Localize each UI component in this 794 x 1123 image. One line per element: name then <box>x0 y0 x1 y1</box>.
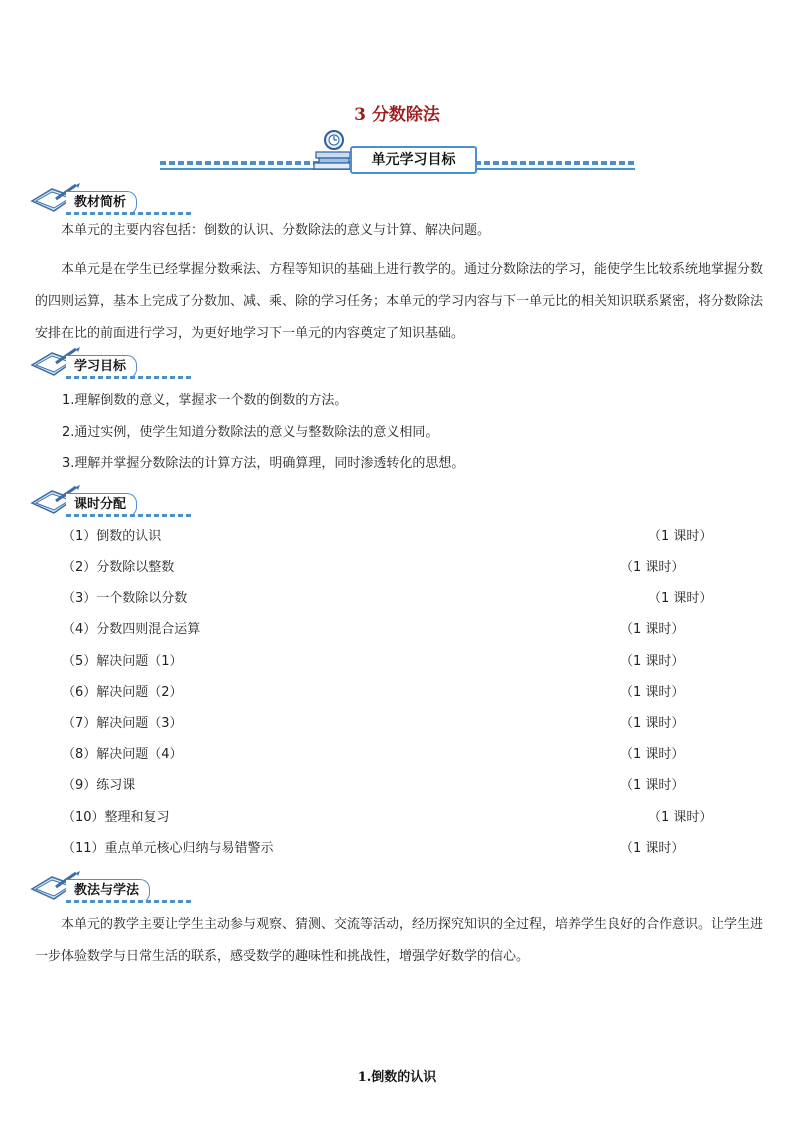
section-header-methods <box>30 871 200 903</box>
stack-of-books-with-clock-icon <box>310 128 354 172</box>
lesson-hours: （1 课时） <box>620 747 685 762</box>
next-lesson-heading: 1.倒数的认识 <box>357 1070 437 1085</box>
section-label: 学习目标 <box>66 355 137 379</box>
banner-label: 单元学习目标 <box>350 146 477 174</box>
section-label: 教法与学法 <box>66 879 150 903</box>
lesson-name: （3）一个数除以分数 <box>62 591 188 606</box>
section-header-analysis <box>30 183 200 215</box>
lesson-hours: （1 课时） <box>620 560 685 575</box>
objective-item: 3.理解并掌握分数除法的计算方法，明确算理，同时渗透转化的思想。 <box>62 456 465 471</box>
lesson-hours: （1 课时） <box>620 685 685 700</box>
lesson-hours: （1 课时） <box>648 810 713 825</box>
methods-paragraph: 本单元的教学主要让学生主动参与观察、猜测、交流等活动，经历探究知识的全过程，培养学生良好的合作意识。让学生进一步体验数学与日常生活的联系，感受数学的趣味性和挑战性，增强学好数学的信心。 <box>35 917 764 964</box>
lesson-name: （7）解决问题（3） <box>62 716 183 731</box>
lesson-name: （11）重点单元核心归纳与易错警示 <box>62 841 274 856</box>
section-underline <box>66 514 191 517</box>
lesson-name: （2）分数除以整数 <box>62 560 175 575</box>
lesson-hours: （1 课时） <box>620 716 685 731</box>
lesson-hours: （1 课时） <box>620 841 685 856</box>
lesson-name: （5）解决问题（1） <box>62 654 183 669</box>
lesson-name: （6）解决问题（2） <box>62 685 183 700</box>
lesson-hours: （1 课时） <box>620 778 685 793</box>
lesson-name: （1）倒数的认识 <box>62 529 162 544</box>
section-underline <box>66 212 191 215</box>
section-header-objectives <box>30 347 200 379</box>
lesson-hours: （1 课时） <box>620 622 685 637</box>
section-label: 课时分配 <box>66 493 137 517</box>
unit-objectives-banner <box>160 128 635 174</box>
section-label: 教材简析 <box>66 191 137 215</box>
analysis-paragraph-2: 本单元是在学生已经掌握分数乘法、方程等知识的基础上进行教学的。通过分数除法的学习，能使学生比较系统地掌握分数的四则运算，基本上完成了分数加、减、乘、除的学习任务；本单元的学习内容与下一单元比的相关知识联系紧密，将分数除法安排在比的前面进行学习，为更好地学习下一单元的内容奠定了知识基础。 <box>35 262 764 341</box>
objective-item: 2.通过实例，使学生知道分数除法的意义与整数除法的意义相同。 <box>62 425 439 440</box>
lesson-name: （4）分数四则混合运算 <box>62 622 201 637</box>
lesson-name: （8）解决问题（4） <box>62 747 183 762</box>
section-underline <box>66 900 191 903</box>
section-header-schedule <box>30 485 200 517</box>
objective-item: 1.理解倒数的意义，掌握求一个数的倒数的方法。 <box>62 393 348 408</box>
lesson-hours: （1 课时） <box>648 529 713 544</box>
lesson-hours: （1 课时） <box>648 591 713 606</box>
lesson-name: （9）练习课 <box>62 778 136 793</box>
analysis-paragraph-1: 本单元的主要内容包括：倒数的认识、分数除法的意义与计算、解决问题。 <box>61 223 491 238</box>
lesson-hours: （1 课时） <box>620 654 685 669</box>
section-underline <box>66 376 191 379</box>
page-title: 3 分数除法 <box>354 105 440 125</box>
lesson-name: （10）整理和复习 <box>62 810 170 825</box>
